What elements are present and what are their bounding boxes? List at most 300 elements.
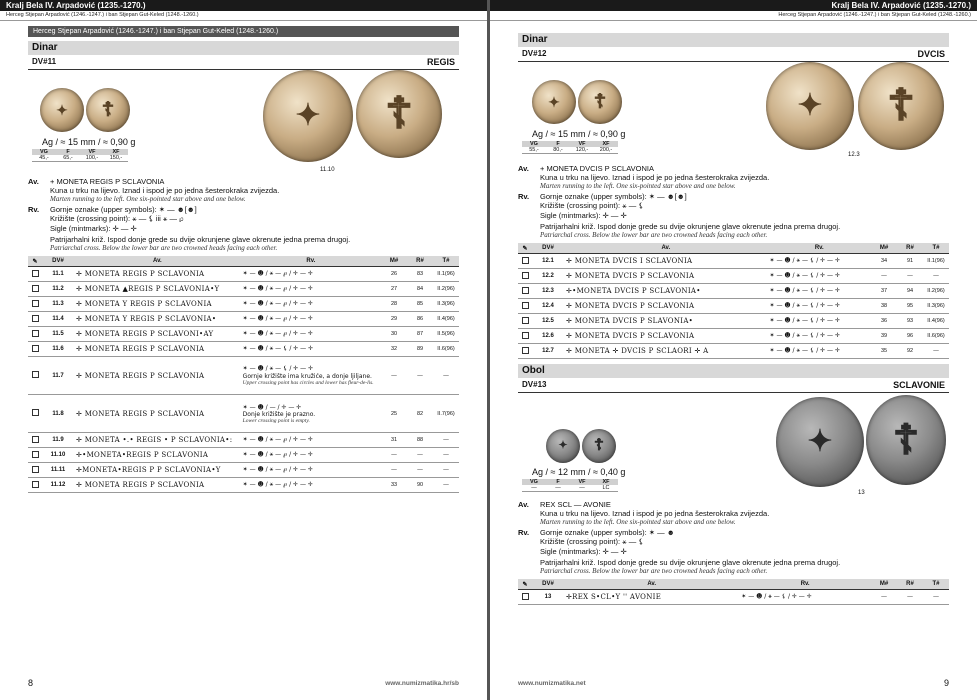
coin-obverse-large: ✦	[263, 70, 353, 162]
col-dv: DV#	[532, 243, 564, 254]
variety-m: 35	[871, 344, 897, 359]
checkbox[interactable]	[522, 272, 529, 279]
variety-reverse-symbols: ✶ — ☻ / ⚹ — ℘ / ✛ — ✛	[242, 330, 313, 337]
row-checkbox-cell	[28, 297, 42, 312]
variety-reverse-symbols: ✶ — ☻ / ⚹ — ⚸ / ✛ — ✛	[242, 345, 314, 352]
table-row	[28, 342, 459, 357]
variety-reverse-note-en: Lower crossing point is empty.	[242, 417, 310, 424]
reverse-symbols-crossing: Križište (crossing point): ⚹ — ⚸	[540, 201, 644, 210]
grade-header: F	[56, 149, 80, 155]
col-t: T#	[923, 579, 949, 590]
variety-reverse-symbols: ✶ — ☻ / ⚹ — ℘ / ✛ — ✛	[242, 466, 313, 473]
reverse-symbols-mintmarks: Sigle (mintmarks): ✛ — ✛	[540, 547, 627, 556]
coin-reverse-large: ☦	[858, 62, 944, 150]
checkbox[interactable]	[32, 409, 39, 416]
variety-reverse	[768, 269, 871, 284]
obverse-text: Kuna u trku na lijevo. Iznad i ispod je po jedna šesterokraka zvijezda.	[50, 186, 280, 195]
variety-r: 85	[407, 297, 433, 312]
variety-reverse-symbols: ✶ — ☻ / ⚹ — ⚸ / ✛ — ✛	[769, 272, 840, 279]
coin-images-2	[518, 393, 949, 498]
variety-id: 12.6	[532, 329, 564, 344]
coin-reverse-small: ☦	[86, 88, 130, 132]
type-legend: DVCIS	[917, 49, 945, 59]
variety-r: 86	[407, 312, 433, 327]
variety-reverse-note-en: Upper crossing point has circles and lower has fleur-de-lis.	[242, 380, 374, 386]
obverse-legend: REX SCL — AVONIE	[540, 500, 611, 509]
running-title: Kralj Bela IV. Arpadović (1235.-1270.)	[490, 0, 977, 11]
table-row	[518, 299, 949, 314]
variety-m: 30	[381, 327, 407, 342]
obverse-label: Av.	[518, 500, 529, 509]
grade-price: 80,-	[546, 147, 570, 154]
grade-price: 55,-	[522, 147, 546, 154]
type-id: DV#13	[522, 380, 547, 389]
variety-r: 94	[897, 284, 923, 299]
checkbox[interactable]	[32, 270, 39, 277]
variety-reverse	[241, 267, 381, 282]
variety-reverse-symbols: ✶ — ☻ / ⚹ — ⚸ / ✛ — ✛	[769, 257, 840, 264]
reverse-description	[518, 192, 949, 239]
running-subtitle: Herceg Stjepan Arpadović (1246.-1247.) i ban Stjepan Gut-Keled (1248.-1260.)	[490, 11, 977, 21]
variety-reverse	[768, 329, 871, 344]
variety-t: II.7(96)	[433, 395, 459, 433]
variety-m: 33	[381, 478, 407, 493]
table-row	[518, 329, 949, 344]
variety-reverse	[241, 282, 381, 297]
variety-reverse-symbols: ✶ — ☻ / — / ✛ — ✛	[242, 403, 302, 411]
variety-m: 32	[381, 342, 407, 357]
col-m: M#	[381, 256, 407, 267]
table-row	[518, 269, 949, 284]
variety-m: 26	[381, 267, 407, 282]
obverse-description	[518, 164, 949, 190]
variety-reverse	[768, 299, 871, 314]
coin-obverse-small: ✦	[532, 80, 576, 124]
checkbox[interactable]	[522, 317, 529, 324]
variety-reverse-symbols: ✶ — ☻ / ⚹ — ⚸ / ✛ — ✛	[769, 332, 840, 339]
grade-header: F	[546, 479, 570, 485]
obverse-description	[28, 177, 459, 203]
description	[28, 177, 459, 252]
table-row	[28, 463, 459, 478]
checkbox[interactable]	[32, 371, 39, 378]
variety-reverse-symbols: ✶ — ☻ / ⚹ — ℘ / ✛ — ✛	[242, 436, 313, 443]
variety-r: 89	[407, 342, 433, 357]
table-row	[28, 312, 459, 327]
row-checkbox-cell	[28, 312, 42, 327]
variety-obverse: ✛MONETA•REGIS P P SCLAVONIA•Y	[74, 463, 241, 478]
reverse-symbols-upper: Gornje oznake (upper symbols): ✶ — ☻[☻]	[540, 192, 687, 201]
table-row	[518, 284, 949, 299]
denomination-heading-2: Obol	[518, 364, 949, 378]
running-subtitle: Herceg Stjepan Arpadović (1246.-1247.) i ban Stjepan Gut-Keled (1248.-1260.)	[0, 11, 487, 21]
right-page	[490, 0, 977, 700]
obverse-label: Av.	[28, 177, 39, 186]
checkbox[interactable]	[32, 481, 39, 488]
variety-obverse: ✛ MONETA REGIS P SCLAVONIA	[74, 342, 241, 357]
variety-reverse-symbols: ✶ — ☻ / ⚹ — ⚸ / ✛ — ✛	[769, 302, 840, 309]
variety-t: —	[433, 357, 459, 395]
table-row	[28, 395, 459, 433]
variety-reverse	[241, 448, 381, 463]
grade-header: XF	[594, 479, 618, 485]
variety-obverse: ✛ MONETA REGIS P SCLAVONIA	[74, 395, 241, 433]
grade-price: 65,-	[56, 155, 80, 162]
variety-reverse-symbols: ✶ — ☻ / ⚹ — ℘ / ✛ — ✛	[242, 300, 313, 307]
variety-t: II.6(96)	[433, 342, 459, 357]
variety-reverse-note: Donje križište je prazno.	[242, 410, 316, 418]
variety-t: II.3(96)	[433, 297, 459, 312]
variety-obverse: ✛ MONETA ✛ DVCIS P SCLAORI ✛ A	[564, 344, 768, 359]
variety-id: 11.11	[42, 463, 74, 478]
variety-obverse: ✛ MONETA REGIS P SCLAVONIA	[74, 478, 241, 493]
variety-t: II.4(96)	[433, 312, 459, 327]
col-av: Av.	[564, 579, 739, 590]
coin-images	[28, 70, 459, 175]
section-heading: Herceg Stjepan Arpadović (1246.-1247.) i ban Stjepan Gut-Keled (1248.-1260.)	[28, 26, 459, 37]
variety-r: 88	[407, 433, 433, 448]
row-checkbox-cell	[518, 299, 532, 314]
variety-reverse-symbols: ✶ — ☻ / ⚹ — ⚸ / ✛ — ✛	[769, 347, 840, 354]
table-row	[28, 433, 459, 448]
row-checkbox-cell	[518, 284, 532, 299]
coin-metadata: Ag / ≈ 15 mm / ≈ 0,90 g	[42, 137, 136, 147]
table-row	[28, 478, 459, 493]
variety-m: —	[381, 448, 407, 463]
variety-m: 27	[381, 282, 407, 297]
variety-r: 90	[407, 478, 433, 493]
variety-obverse: ✛ MONETA DVCIS P SLAVONIA•	[564, 314, 768, 329]
checkbox[interactable]	[32, 315, 39, 322]
variety-obverse: ✛ MONETA DVCIS P SCLAVONIA	[564, 299, 768, 314]
checkbox[interactable]	[32, 451, 39, 458]
checkbox[interactable]	[522, 347, 529, 354]
variety-m: 36	[871, 314, 897, 329]
variety-m: 25	[381, 395, 407, 433]
checkbox[interactable]	[522, 302, 529, 309]
variety-r: —	[897, 269, 923, 284]
table-row	[28, 282, 459, 297]
grade-price-table	[522, 479, 618, 492]
coin-reverse-small: ☦	[582, 429, 616, 463]
table-row	[28, 327, 459, 342]
variety-r: 92	[897, 344, 923, 359]
variety-id: 13	[532, 590, 564, 605]
variety-reverse-symbols: ✶ — ☻ / ⚹ — ℘ / ✛ — ✛	[242, 315, 313, 322]
variety-reverse-symbols: ✶ — ☻ / ⚹ — ⚸ / ✛ — ✛	[769, 317, 840, 324]
table-row	[518, 590, 949, 605]
checkbox[interactable]	[32, 300, 39, 307]
variety-t: II.2(96)	[923, 284, 949, 299]
variety-reverse	[768, 314, 871, 329]
variety-reverse-symbols: ✶ — ☻ / ⚹ — ⚸ / ✛ — ✛	[242, 365, 314, 372]
checkbox[interactable]	[32, 285, 39, 292]
variety-r: 93	[897, 314, 923, 329]
grade-price: —	[522, 485, 546, 492]
row-checkbox-cell	[28, 267, 42, 282]
obverse-description	[518, 500, 949, 526]
variety-id: 11.8	[42, 395, 74, 433]
table-row	[28, 297, 459, 312]
description-2	[518, 500, 949, 575]
variety-obverse: ✛ MONETA DVCIS P SCLAVONIA	[564, 269, 768, 284]
grade-price: LC	[594, 485, 618, 492]
variety-obverse: ✛ MONETA REGIS P SCLAVONI•AY	[74, 327, 241, 342]
reverse-symbols-crossing: Križište (crossing point): ⚹ — ⚸ iii ⚹ — ℘	[50, 214, 184, 223]
type-row-2	[518, 378, 949, 393]
coin-reverse-small: ☦	[578, 80, 622, 124]
obverse-text-en: Marten running to the left. One six-pointed star above and one below.	[50, 195, 246, 203]
coin-images	[518, 62, 949, 162]
checkbox[interactable]	[32, 466, 39, 473]
table-row	[518, 254, 949, 269]
col-rv: Rv.	[739, 579, 871, 590]
table-row	[28, 267, 459, 282]
photo-label: 11.10	[320, 167, 335, 173]
variety-r: 83	[407, 267, 433, 282]
grade-price: 100,-	[80, 155, 104, 162]
footer-url: www.numizmatika.hr/sb	[385, 679, 459, 687]
obverse-label: Av.	[518, 164, 529, 173]
row-checkbox-cell	[518, 254, 532, 269]
variety-t: —	[433, 448, 459, 463]
coin-reverse-large: ☦	[866, 395, 946, 485]
variety-reverse	[768, 284, 871, 299]
row-checkbox-cell	[28, 478, 42, 493]
col-rv: Rv.	[241, 256, 381, 267]
row-checkbox-cell	[28, 342, 42, 357]
variety-id: 12.5	[532, 314, 564, 329]
grade-header: XF	[594, 141, 618, 147]
col-av: Av.	[74, 256, 241, 267]
photo-label: 12.3	[848, 152, 860, 158]
variety-table	[518, 243, 949, 359]
row-checkbox-cell	[28, 463, 42, 478]
variety-r: —	[407, 463, 433, 478]
variety-r: —	[407, 448, 433, 463]
running-title: Kralj Bela IV. Arpadović (1235.-1270.)	[0, 0, 487, 11]
variety-m: 29	[381, 312, 407, 327]
variety-reverse	[241, 478, 381, 493]
variety-m: 31	[381, 433, 407, 448]
col-r: R#	[897, 243, 923, 254]
obverse-text-en: Marten running to the left. One six-pointed star above and one below.	[540, 182, 736, 190]
variety-reverse	[241, 357, 381, 395]
checkbox[interactable]	[522, 332, 529, 339]
col-r: R#	[897, 579, 923, 590]
variety-obverse: ✛ MONETA REGIS P SCLAVONIA	[74, 267, 241, 282]
variety-t: II.4(96)	[923, 314, 949, 329]
variety-obverse: ✛ MONETA DVCIS P SCLAVONIA	[564, 329, 768, 344]
checkbox[interactable]	[522, 593, 529, 600]
variety-r: 95	[897, 299, 923, 314]
reverse-description	[518, 528, 949, 575]
reverse-text-en: Patriarchal cross. Below the lower bar are two crowned heads facing each other.	[540, 231, 768, 239]
grade-header: VF	[570, 141, 594, 147]
coin-metadata: Ag / ≈ 12 mm / ≈ 0,40 g	[532, 467, 626, 477]
page-number: 8	[28, 678, 34, 688]
type-legend: SCLAVONIE	[893, 380, 945, 390]
variety-reverse-symbols: ✶ — ☻ / ⚹ — ⚸ / ✛ — ✛	[741, 593, 812, 600]
page-footer	[28, 678, 459, 688]
coin-obverse-large: ✦	[776, 397, 864, 487]
obverse-text-en: Marten running to the left. One six-pointed star above and one below.	[540, 518, 736, 526]
col-r: R#	[407, 256, 433, 267]
col-edit-icon: ✎	[518, 579, 532, 590]
variety-r: —	[407, 357, 433, 395]
grade-price: —	[546, 485, 570, 492]
variety-t: II.3(96)	[923, 299, 949, 314]
variety-obverse: ✛ MONETA •.• REGIS • P SCLAVONIA•:	[74, 433, 241, 448]
row-checkbox-cell	[518, 590, 532, 605]
variety-obverse: ✛REX S•CL•Y '' AVONIE	[564, 590, 739, 605]
variety-m: 34	[871, 254, 897, 269]
variety-id: 12.1	[532, 254, 564, 269]
variety-table-2	[518, 579, 949, 605]
variety-reverse	[768, 254, 871, 269]
variety-r: 87	[407, 327, 433, 342]
variety-reverse-note: Gornje križište ima kružiće, a donje ljiljane.	[242, 373, 372, 380]
page-footer	[518, 678, 949, 688]
variety-obverse: ✛•MONETA DVCIS P SCLAVONIA•	[564, 284, 768, 299]
variety-id: 12.7	[532, 344, 564, 359]
variety-id: 11.3	[42, 297, 74, 312]
col-t: T#	[923, 243, 949, 254]
table-row	[518, 314, 949, 329]
obverse-legend: + MONETA REGIS P SCLAVONIA	[50, 177, 165, 186]
variety-m: 28	[381, 297, 407, 312]
variety-obverse: ✛ MONETA ▲REGIS P SCLAVONIA•Y	[74, 282, 241, 297]
variety-reverse	[241, 327, 381, 342]
variety-obverse: ✛ MONETA Y REGIS P SCLAVONIA•	[74, 312, 241, 327]
left-page	[0, 0, 487, 700]
variety-obverse: ✛ MONETA DVCIS I SCLAVONIA	[564, 254, 768, 269]
row-checkbox-cell	[518, 329, 532, 344]
variety-id: 11.2	[42, 282, 74, 297]
col-edit-icon: ✎	[518, 243, 532, 254]
variety-t: —	[433, 463, 459, 478]
variety-m: 39	[871, 329, 897, 344]
row-checkbox-cell	[518, 314, 532, 329]
reverse-text-en: Patriarchal cross. Below the lower bar are two crowned heads facing each other.	[50, 244, 278, 252]
reverse-symbols-upper: Gornje oznake (upper symbols): ✶ — ☻	[540, 528, 675, 537]
photo-label: 13	[858, 490, 865, 496]
col-av: Av.	[564, 243, 768, 254]
row-checkbox-cell	[28, 357, 42, 395]
row-checkbox-cell	[518, 344, 532, 359]
variety-obverse: ✛ MONETA REGIS P SCLAVONIA	[74, 357, 241, 395]
variety-m: 38	[871, 299, 897, 314]
variety-id: 11.5	[42, 327, 74, 342]
checkbox[interactable]	[32, 436, 39, 443]
grade-header: VG	[522, 479, 546, 485]
col-dv: DV#	[532, 579, 564, 590]
variety-reverse	[768, 344, 871, 359]
variety-table	[28, 256, 459, 493]
variety-m: —	[381, 357, 407, 395]
type-row	[518, 47, 949, 62]
variety-r: 82	[407, 395, 433, 433]
variety-t: —	[433, 478, 459, 493]
variety-r: 84	[407, 282, 433, 297]
coin-metadata: Ag / ≈ 15 mm / ≈ 0,90 g	[532, 129, 626, 139]
col-edit-icon: ✎	[28, 256, 42, 267]
variety-id: 11.10	[42, 448, 74, 463]
variety-id: 11.9	[42, 433, 74, 448]
reverse-text: Patrijarhalni križ. Ispod donje grede su dvije okrunjene glave okrenute jedna prema drugoj.	[540, 222, 841, 231]
reverse-description	[28, 205, 459, 252]
variety-obverse: ✛•MONETA•REGIS P SCLAVONIA	[74, 448, 241, 463]
variety-t: II.1(96)	[433, 267, 459, 282]
variety-t: II.5(96)	[433, 327, 459, 342]
checkbox[interactable]	[32, 345, 39, 352]
checkbox[interactable]	[522, 287, 529, 294]
reverse-symbols-mintmarks: Sigle (mintmarks): ✛ — ✛	[540, 211, 627, 220]
reverse-symbols-crossing: Križište (crossing point): ⚹ — ⚸	[540, 537, 644, 546]
grade-price: 150,-	[104, 155, 128, 162]
grade-price: 200,-	[594, 147, 618, 154]
col-m: M#	[871, 243, 897, 254]
grade-price-table	[32, 149, 128, 162]
grade-header: VF	[570, 479, 594, 485]
grade-price-table	[522, 141, 618, 154]
footer-url: www.numizmatika.net	[518, 679, 586, 687]
obverse-legend: + MONETA DVCIS P SCLAVONIA	[540, 164, 654, 173]
type-id: DV#12	[522, 49, 547, 58]
reverse-symbols-upper: Gornje oznake (upper symbols): ✶ — ☻[☻]	[50, 205, 197, 214]
variety-reverse-symbols: ✶ — ☻ / ⚹ — ℘ / ✛ — ✛	[242, 285, 313, 292]
variety-t: II.2(96)	[433, 282, 459, 297]
variety-t: —	[923, 344, 949, 359]
variety-id: 11.1	[42, 267, 74, 282]
variety-id: 12.4	[532, 299, 564, 314]
grade-header: XF	[104, 149, 128, 155]
variety-r: 91	[897, 254, 923, 269]
obverse-text: Kuna u trku na lijevo. Iznad i ispod je po jedna šesterokraka zvijezda.	[540, 173, 770, 182]
variety-reverse-symbols: ✶ — ☻ / ⚹ — ℘ / ✛ — ✛	[242, 481, 313, 488]
col-rv: Rv.	[768, 243, 871, 254]
grade-price: 120,-	[570, 147, 594, 154]
col-t: T#	[433, 256, 459, 267]
checkbox[interactable]	[522, 257, 529, 264]
variety-reverse	[241, 342, 381, 357]
coin-obverse-small: ✦	[546, 429, 580, 463]
variety-reverse	[241, 463, 381, 478]
variety-reverse	[241, 395, 381, 433]
table-row	[28, 448, 459, 463]
col-m: M#	[871, 579, 897, 590]
coin-obverse-large: ✦	[766, 62, 854, 150]
page-number: 9	[943, 678, 949, 688]
variety-reverse	[241, 433, 381, 448]
variety-reverse-symbols: ✶ — ☻ / ⚹ — ℘ / ✛ — ✛	[242, 451, 313, 458]
grade-header: VG	[32, 149, 56, 155]
col-dv: DV#	[42, 256, 74, 267]
variety-id: 12.3	[532, 284, 564, 299]
variety-t: II.1(96)	[923, 254, 949, 269]
variety-id: 11.12	[42, 478, 74, 493]
variety-m: —	[871, 269, 897, 284]
table-row	[28, 357, 459, 395]
type-row	[28, 55, 459, 70]
type-id: DV#11	[32, 57, 57, 66]
variety-reverse-symbols: ✶ — ☻ / ⚹ — ℘ / ✛ — ✛	[242, 270, 313, 277]
grade-price: —	[570, 485, 594, 492]
reverse-label: Rv.	[518, 192, 530, 201]
variety-t: —	[923, 590, 949, 605]
checkbox[interactable]	[32, 330, 39, 337]
grade-header: VF	[80, 149, 104, 155]
